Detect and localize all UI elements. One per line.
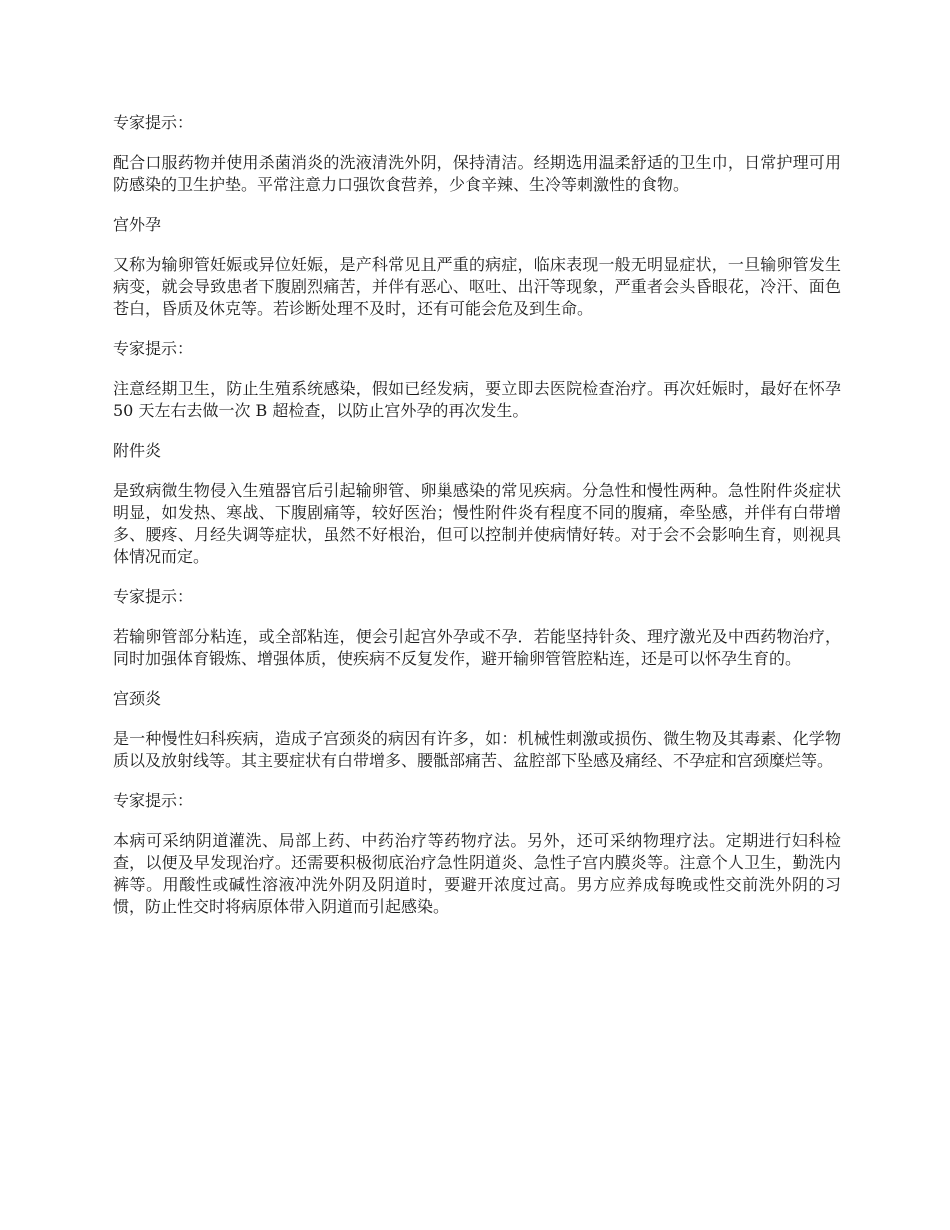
section-heading-expert-tip-4: 专家提示： <box>113 791 194 810</box>
paragraph-expert-tip-3: 若输卵管部分粘连，或全部粘连，便会引起宫外孕或不孕．若能坚持针灸、理疗激光及中西药物治疗，同时加强体育锻炼、增强体质，使疾病不反复发作，避开输卵管管腔粘连，还是可以怀孕生育的。 <box>113 627 841 668</box>
paragraph-expert-tip-2: 注意经期卫生，防止生殖系统感染，假如已经发病，要立即去医院检查治疗。再次妊娠时，最好在怀孕 50 天左右去做一次 B 超检查，以防止宫外孕的再次发生。 <box>113 379 841 420</box>
paragraph-cervicitis: 是一种慢性妇科疾病，造成子宫颈炎的病因有许多，如：机械性刺激或损伤、微生物及其毒素、化学物质以及放射线等。其主要症状有白带增多、腰骶部痛苦、盆腔部下坠感及痛经、不孕症和宫颈糜烂等。 <box>113 729 841 770</box>
section-heading-expert-tip-2: 专家提示： <box>113 339 194 358</box>
paragraph-expert-tip-1: 配合口服药物并使用杀菌消炎的洗液清洗外阴，保持清洁。经期选用温柔舒适的卫生巾，日常护理可用防感染的卫生护垫。平常注意力口强饮食营养，少食辛辣、生冷等刺激性的食物。 <box>113 153 841 194</box>
section-heading-expert-tip-1: 专家提示： <box>113 113 194 132</box>
section-heading-cervicitis: 宫颈炎 <box>113 689 162 708</box>
section-heading-ectopic-pregnancy: 宫外孕 <box>113 215 162 234</box>
document-page <box>113 112 841 936</box>
paragraph-adnexitis: 是致病微生物侵入生殖器官后引起输卵管、卵巢感染的常见疾病。分急性和慢性两种。急性附件炎症状明显，如发热、寒战、下腹剧痛等，较好医治；慢性附件炎有程度不同的腹痛，牵坠感，并伴有白带增多、腰疼、月经失调等症状，虽然不好根治，但可以控制并使病情好转。对于会不会影响生育，则视具体情况而定。 <box>113 481 841 566</box>
section-heading-expert-tip-3: 专家提示： <box>113 587 194 606</box>
paragraph-expert-tip-4: 本病可采纳阴道灌洗、局部上药、中药治疗等药物疗法。另外，还可采纳物理疗法。定期进行妇科检查，以便及早发现治疗。还需要积极彻底治疗急性阴道炎、急性子宫内膜炎等。注意个人卫生，勤洗内裤等。用酸性或碱性溶液冲洗外阴及阴道时，要避开浓度过高。男方应养成每晚或性交前洗外阴的习惯，防止性交时将病原体带入阴道而引起感染。 <box>113 831 841 916</box>
section-heading-adnexitis: 附件炎 <box>113 441 162 460</box>
paragraph-ectopic-pregnancy: 又称为输卵管妊娠或异位妊娠，是产科常见且严重的病症，临床表现一般无明显症状，一旦输卵管发生病变，就会导致患者下腹剧烈痛苦，并伴有恶心、呕吐、出汗等现象，严重者会头昏眼花，冷汗、面色苍白，昏质及休克等。若诊断处理不及时，还有可能会危及到生命。 <box>113 255 841 318</box>
